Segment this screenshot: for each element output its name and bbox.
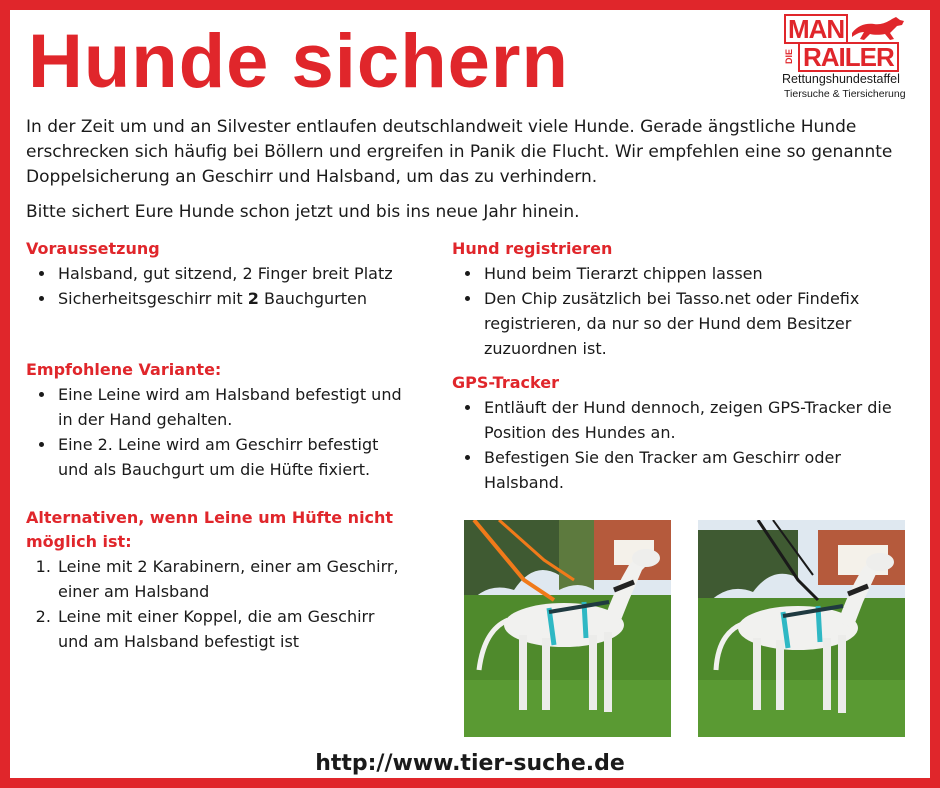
- section-heading: Alternativen, wenn Leine um Hüfte nicht möglich ist:: [26, 508, 394, 551]
- dog-photo-double-leash: [698, 520, 905, 737]
- section-heading: Voraussetzung: [26, 239, 160, 258]
- page-title: Hunde sichern: [28, 19, 569, 104]
- logo: [780, 12, 925, 104]
- logo-word-man: MAN: [784, 14, 848, 44]
- bullet-list: [452, 395, 902, 495]
- list-item: • Befestigen Sie den Tracker am Geschirr oder Halsband.: [482, 445, 902, 495]
- numbered-list: [26, 554, 406, 654]
- section-alternativen: [26, 506, 406, 654]
- list-item-text: Bauchgurten: [258, 289, 368, 308]
- list-item-text: Sicherheitsgeschirr mit: [58, 289, 248, 308]
- list-item: • Entläuft der Hund dennoch, zeigen GPS-Tracker die Position des Hundes an.: [482, 395, 902, 445]
- list-item: 1. Leine mit 2 Karabinern, einer am Geschirr, einer am Halsband: [56, 554, 406, 604]
- dog-harness-illustration: [698, 520, 905, 737]
- dog-harness-illustration: [464, 520, 671, 737]
- list-item: [56, 286, 406, 311]
- intro-paragraph: In der Zeit um und an Silvester entlaufen deutschlandweit viele Hunde. Gerade ängstliche Hunde erschrecken sich häufig bei Böllern und ergreifen in Panik die Flucht. Wir empfehlen eine so genannte Doppelsicherung an Geschirr und Halsband, um das zu verhindern.: [26, 117, 893, 187]
- list-item: • Halsband, gut sitzend, 2 Finger breit Platz: [56, 261, 406, 286]
- logo-tagline: Tiersuche & Tiersicherung: [784, 88, 906, 100]
- list-item: • Den Chip zusätzlich bei Tasso.net oder Findefix registrieren, da nur so der Hund dem Besitzer zuzuordnen ist.: [482, 286, 902, 361]
- section-gps-tracker: [452, 371, 902, 495]
- section-heading: Empfohlene Variante:: [26, 360, 222, 379]
- list-item-emphasis: 2: [247, 289, 259, 308]
- logo-subtitle: Rettungshundestaffel: [782, 72, 900, 86]
- section-heading: GPS-Tracker: [452, 373, 559, 392]
- logo-word-die: DIE: [784, 49, 794, 65]
- bullet-list: [26, 261, 406, 311]
- list-item: 2. Leine mit einer Koppel, die am Geschirr und am Halsband befestigt ist: [56, 604, 406, 654]
- bullet-list: [452, 261, 902, 361]
- bullet-list: [26, 382, 406, 482]
- section-empfohlene-variante: [26, 358, 406, 482]
- list-item: • Hund beim Tierarzt chippen lassen: [482, 261, 902, 286]
- running-dog-icon: [850, 15, 906, 43]
- list-item: • Eine Leine wird am Halsband befestigt und in der Hand gehalten.: [56, 382, 406, 432]
- section-voraussetzung: [26, 237, 406, 311]
- section-heading: Hund registrieren: [452, 239, 613, 258]
- section-hund-registrieren: [452, 237, 902, 361]
- list-item: • Eine 2. Leine wird am Geschirr befestigt und als Bauchgurt um die Hüfte fixiert.: [56, 432, 406, 482]
- intro-call-to-action: Bitte sichert Eure Hunde schon jetzt und bis ins neue Jahr hinein.: [26, 202, 580, 222]
- website-link[interactable]: http://www.tier-suche.de: [315, 751, 625, 776]
- logo-word-railer: RAILER: [798, 42, 899, 72]
- dog-photo-front-leash: [464, 520, 671, 737]
